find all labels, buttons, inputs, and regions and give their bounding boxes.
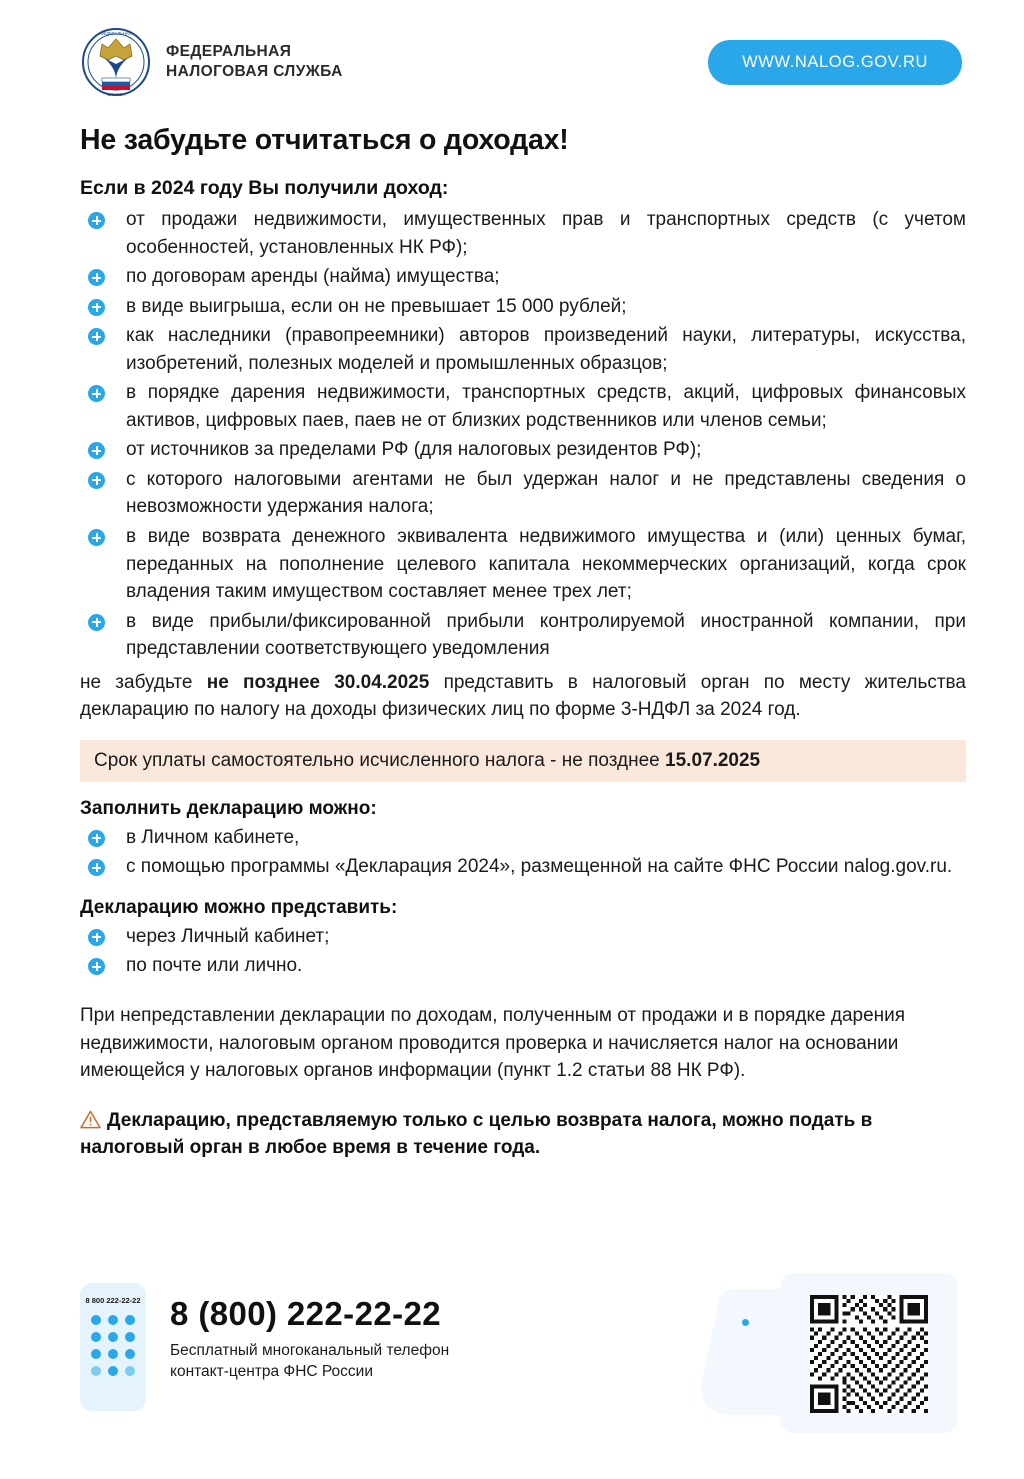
- plus-circle-icon: [88, 958, 105, 975]
- warning-text: Декларацию, представляемую только с целью возврата налога, можно подать в налоговый орган в любое время в течение года.: [80, 1109, 873, 1158]
- warning-note: [80, 1107, 966, 1162]
- income-section-heading: Если в 2024 году Вы получили доход:: [80, 177, 449, 199]
- list-item: [80, 824, 966, 852]
- brand-block: [80, 26, 343, 98]
- deadline-bold: не позднее 30.04.2025: [206, 671, 430, 693]
- phone-caption-line1: Бесплатный многоканальный телефон: [170, 1342, 450, 1359]
- deadline-before: не забудьте: [80, 671, 207, 693]
- qr-code-icon[interactable]: [800, 1295, 938, 1413]
- phone-graphic-label: 8 800 222-22-22: [85, 1296, 141, 1305]
- list-item: [80, 523, 966, 606]
- keypad-dot: [125, 1315, 135, 1325]
- keypad-dot: [108, 1366, 118, 1376]
- consequence-paragraph: При непредставлении декларации по доходам, полученным от продажи и в порядке дарения недвижимости, налоговым органом проводится проверка и начисляется налог на основании имеющейся у налоговых органов информации (пункт 1.2 статьи 88 НК РФ).: [80, 1005, 906, 1082]
- warning-triangle-icon: [80, 1110, 101, 1129]
- plus-circle-icon: [88, 212, 105, 229]
- phone-caption: [170, 1341, 449, 1383]
- page-footer: [58, 1273, 966, 1445]
- keypad-dot: [108, 1315, 118, 1325]
- list-item-text: в виде прибыли/фиксированной прибыли контролируемой иностранной компании, при представлении соответствующего уведомления: [126, 610, 966, 660]
- list-item: [80, 322, 966, 377]
- brand-title-line2: НАЛОГОВАЯ СЛУЖБА: [166, 63, 343, 80]
- keypad-dot: [91, 1332, 101, 1342]
- keypad-dots: [91, 1315, 135, 1376]
- list-item: [80, 293, 966, 321]
- plus-circle-icon: [88, 328, 105, 345]
- svg-text:ФЕДЕРАЛЬНАЯ: ФЕДЕРАЛЬНАЯ: [100, 31, 132, 36]
- keypad-dot: [91, 1366, 101, 1376]
- list-item-text: в Личном кабинете,: [126, 826, 300, 848]
- list-item: [80, 379, 966, 434]
- page-title: Не забудьте отчитаться о доходах!: [80, 124, 569, 156]
- keypad-dot: [125, 1332, 135, 1342]
- payment-deadline-date: 15.07.2025: [665, 749, 761, 771]
- list-item: [80, 263, 966, 291]
- list-item-text: в виде возврата денежного эквивалента недвижимого имущества и (или) ценных бумаг, переданных на пополнение целевого капитала некоммерческих организаций, когда срок владения таким имуществом составляет менее трех лет;: [126, 526, 966, 603]
- list-item-text: по договорам аренды (найма) имущества;: [126, 266, 500, 288]
- list-item: [80, 923, 966, 951]
- list-item-text: как наследники (правопреемники) авторов произведений науки, литературы, искусства, изобретений, полезных моделей и промышленных образцов;: [126, 325, 966, 374]
- plus-circle-icon: [88, 472, 105, 489]
- income-list: [58, 206, 966, 663]
- deadline-after: представить в налоговый орган по месту жительства декларацию по налогу на доходы физических лиц по форме 3-НДФЛ за 2024 год.: [80, 671, 966, 721]
- keypad-dot: [108, 1332, 118, 1342]
- list-item: [80, 608, 966, 663]
- phone-keypad-icon: [80, 1283, 146, 1411]
- list-item-text: в порядке дарения недвижимости, транспортных средств, акций, цифровых финансовых активов, цифровых паев, паев не от близких родственников или членов семьи;: [126, 382, 966, 431]
- fill-section-heading: Заполнить декларацию можно:: [80, 797, 377, 819]
- payment-deadline-banner: [80, 740, 966, 782]
- svg-text:СЛУЖБА: СЛУЖБА: [107, 92, 125, 97]
- list-item-text: через Личный кабинет;: [126, 925, 330, 947]
- submit-section-heading: Декларацию можно представить:: [80, 896, 398, 918]
- list-item-text: в виде выигрыша, если он не превышает 15 000 рублей;: [126, 295, 627, 317]
- list-item-text: с которого налоговыми агентами не был удержан налог и не представлены сведения о невозможности удержания налога;: [126, 468, 966, 518]
- plus-circle-icon: [88, 830, 105, 847]
- list-item: [80, 206, 966, 261]
- page-header: [58, 0, 966, 98]
- deadline-paragraph: [80, 669, 966, 724]
- plus-circle-icon: [88, 614, 105, 631]
- brand-title-line1: ФЕДЕРАЛЬНАЯ: [166, 43, 292, 61]
- plus-circle-icon: [88, 299, 105, 316]
- fns-emblem-icon: [80, 26, 152, 98]
- fill-list: [58, 824, 966, 881]
- plus-circle-icon: [88, 529, 105, 546]
- plus-circle-icon: [88, 859, 105, 876]
- list-item: [80, 952, 966, 980]
- list-item-text: с помощью программы «Декларация 2024», размещенной на сайте ФНС России nalog.gov.ru.: [126, 856, 953, 878]
- list-item: [80, 853, 966, 881]
- plus-circle-icon: [88, 929, 105, 946]
- list-item-text: по почте или лично.: [126, 955, 303, 977]
- phone-text-block: [170, 1283, 449, 1383]
- plus-circle-icon: [88, 442, 105, 459]
- submit-list: [58, 923, 966, 980]
- payment-deadline-text: Срок уплаты самостоятельно исчисленного налога - не позднее: [94, 749, 666, 771]
- keypad-dot: [91, 1349, 101, 1359]
- list-item-text: от источников за пределами РФ (для налоговых резидентов РФ);: [126, 439, 702, 461]
- website-link-pill[interactable]: WWW.NALOG.GOV.RU: [708, 40, 962, 85]
- contact-phone-number: 8 (800) 222-22-22: [170, 1295, 441, 1332]
- contact-center-block: [80, 1283, 449, 1411]
- keypad-dot: [125, 1349, 135, 1359]
- phone-caption-line2: контакт-центра ФНС России: [170, 1362, 373, 1380]
- keypad-dot: [125, 1366, 135, 1376]
- qr-decor-dot: [742, 1319, 749, 1326]
- plus-circle-icon: [88, 385, 105, 402]
- brand-title: [166, 42, 343, 82]
- list-item-text: от продажи недвижимости, имущественных прав и транспортных средств (с учетом особенностей, установленных НК РФ);: [126, 209, 966, 258]
- keypad-dot: [108, 1349, 118, 1359]
- plus-circle-icon: [88, 269, 105, 286]
- keypad-dot: [91, 1315, 101, 1325]
- qr-block: [702, 1273, 966, 1433]
- list-item: [80, 466, 966, 521]
- list-item: [80, 436, 966, 464]
